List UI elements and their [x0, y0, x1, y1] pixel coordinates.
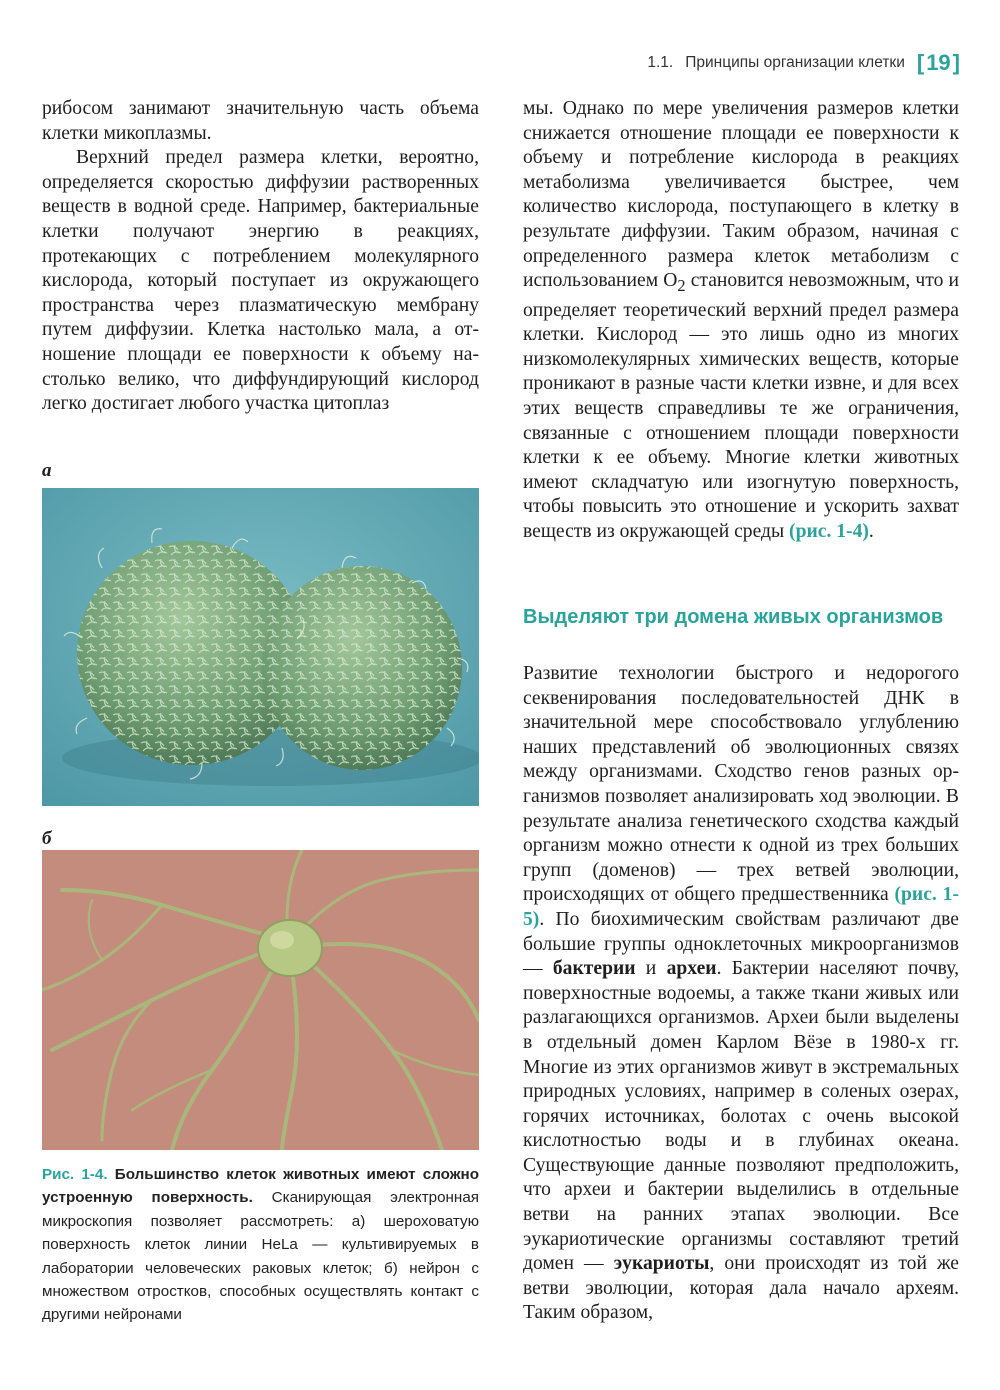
figure-label-a: а: [42, 460, 52, 481]
section-text-1: Развитие технологии быстрого и недорогого секвенирования последовательностей ДНК в значительной мере способствовало углублению наших представлений об эволюционных связях между организмами. Сходство генов разных организмов позволяет анализировать ход эволюции. В результате анализа генетического сходства каждый организм можно отнести к одной из трех больших групп (доменов) — трех ветвей эволюции, происходящих от общего предшественника: [523, 663, 959, 906]
right-para-1: [523, 97, 959, 545]
figure-reference-link[interactable]: (рис. 1-4): [789, 521, 869, 542]
section-heading: Выделяют три домена живых организмов: [523, 606, 944, 628]
photo-b: [42, 850, 479, 1150]
oxygen-subscript: 2: [677, 276, 686, 296]
caption-title: Большинство клеток животных имеют сложно устроенную поверхность.: [42, 1166, 479, 1207]
header-section-title: Принципы организации клетки: [685, 54, 905, 71]
header-bracket: [: [916, 50, 925, 75]
hela-cells-image: [42, 488, 479, 806]
running-header: [647, 46, 960, 80]
section-body: [523, 662, 959, 1326]
neuron-image: [42, 850, 479, 1150]
term-eukaryotes: эукариоты: [613, 1253, 710, 1275]
right-para-1-text: мы. Однако по мере увеличения размеров клетки снижается отношение площади ее поверхности к объему и потребление кислорода в реакциях метаболизма увеличивается быстрее, чем количество кислорода, поступающего в клетку в результате диффузии. Таким образом, начиная с определенного размера клеток метаболизм с использованием O: [523, 98, 959, 292]
right-para-1-end: .: [868, 521, 874, 542]
caption-text: Сканирующая электронная микроскопия позволяет рассмотреть: а) шероховатую поверхность клеток линии HeLa — культивируемых в лаборатории человеческих раковых клеток; б) нейрон с множеством отростков, способных осуществлять контакт с другими нейронами: [42, 1189, 479, 1324]
figure-caption: [42, 1163, 479, 1327]
left-para-2: Верхний предел размера клетки, вероятно, определяется скоростью диффузии растворенных веществ в водной среде. Например, бактериальные клетки получают энергию в реакциях, протекающих с потреблением молекулярного кислорода, который поступает из окружающего пространства через плазматическую мембрану путем диффузии. Клетка настолько мала, а отношение площади ее поверхности к объему настолько велико, что диффундирующий кислород легко достигает любого участка цитоплаз: [42, 147, 479, 415]
left-para-1: рибосом занимают значительную часть объема клетки микоплазмы.: [42, 98, 479, 144]
section-paragraph: [523, 662, 959, 1326]
figure-label-b: б: [42, 828, 52, 849]
figure-reference-link-2[interactable]: (рис. 1-5): [523, 884, 959, 930]
section-and-word: и: [635, 958, 667, 980]
section-text-4: , они происходят из той же ветви эволюции, которая дала начало археям. Таким образом,: [523, 1253, 959, 1324]
section-text-2: . По биохимическим свойствам различают две большие группы одноклеточных микроорганизмов —: [523, 908, 959, 980]
term-archaea: археи: [666, 958, 717, 980]
right-para-1-text-2: становится невозможным, что и определяет теоретический верхний предел размера клетки. Кислород — это лишь одно из многих низкомолекулярных химических веществ, которые проникают в разные части клетки извне, и для всех этих веществ справедливы те же ограничения, связанные с отношением площади поверхности клетки к ее объему. Многие клетки животных имеют складчатую или изогнутую поверхность, чтобы повысить это отношение и ускорить захват веществ из окружающей среды: [523, 270, 960, 542]
header-section-number: 1.1.: [647, 54, 674, 71]
right-column: [523, 97, 959, 545]
caption-label: Рис. 1-4.: [42, 1166, 108, 1183]
term-bacteria: бактерии: [552, 958, 636, 980]
section-text-3: . Бактерии населяют почву, поверхностные водоемы, а также ткани живых или разлагающихся организмов. Археи были выделены в отдельный домен Карлом Вёзе в 1980-х гг. Многие из этих организмов живут в экстремальных природных условиях, например в соленых озерах, горячих источниках, болотах с очень высокой кислотностью воды и в глубинах океана. Существующие данные позволяют предположить, что археи и бактерии выделились в отдельные ветви на ранних этапах эволюции. Все эукариотические организмы составляют третий домен —: [523, 958, 959, 1275]
header-bracket-close: ]: [952, 50, 960, 75]
left-column: [42, 97, 479, 417]
photo-a: [42, 488, 479, 806]
page-number: 19: [926, 50, 951, 75]
